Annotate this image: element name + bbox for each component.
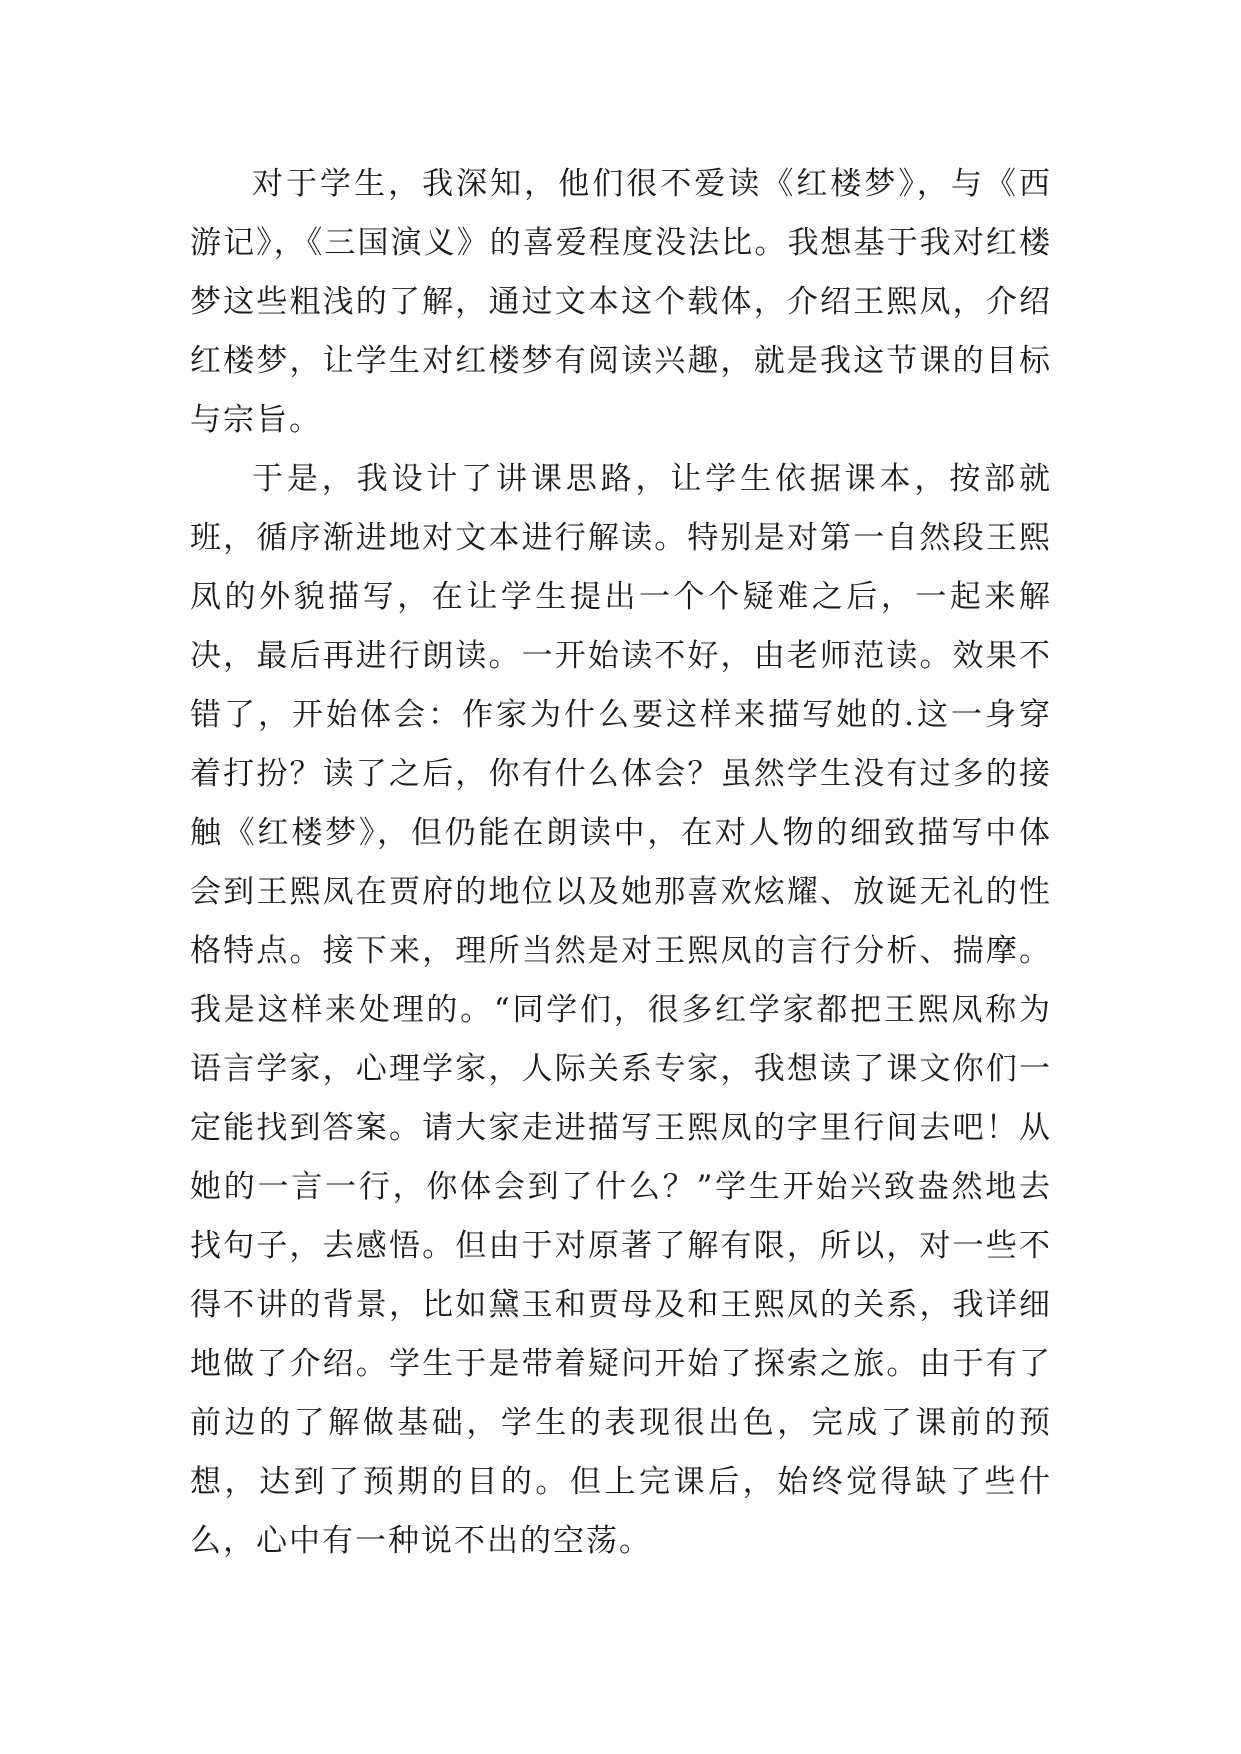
paragraph-2: 于是，我设计了讲课思路，让学生依据课本，按部就班，循序渐进地对文本进行解读。特别是对第一自然段王熙凤的外貌描写，在让学生提出一个个疑难之后，一起来解决，最后再进行朗读。一开始读不好，由老师范读。效果不错了，开始体会：作家为什么要这样来描写她的.这一身穿着打扮？读了之后，你有什么体会？虽然学生没有过多的接触《红楼梦》，但仍能在朗读中，在对人物的细致描写中体会到王熙凤在贾府的地位以及她那喜欢炫耀、放诞无礼的性格特点。接下来，理所当然是对王熙凤的言行分析、揣摩。我是这样来处理的。“同学们，很多红学家都把王熙凤称为语言学家，心理学家，人际关系专家，我想读了课文你们一定能找到答案。请大家走进描写王熙凤的字里行间去吧！从她的一言一行，你体会到了什么？”学生开始兴致盎然地去找句子，去感悟。但由于对原著了解有限，所以，对一些不得不讲的背景，比如黛玉和贾母及和王熙凤的关系，我详细地做了介绍。学生于是带着疑问开始了探索之旅。由于有了前边的了解做基础，学生的表现很出色，完成了课前的预想，达到了预期的目的。但上完课后，始终觉得缺了些什么，心中有一种说不出的空荡。	[190, 461, 1052, 1559]
document-body	[190, 155, 1052, 1571]
paragraph-1: 对于学生，我深知，他们很不爱读《红楼梦》，与《西游记》，《三国演义》的喜爱程度没法比。我想基于我对红楼梦这些粗浅的了解，通过文本这个载体，介绍王熙凤，介绍红楼梦，让学生对红楼梦有阅读兴趣，就是我这节课的目标与宗旨。	[190, 166, 1052, 438]
